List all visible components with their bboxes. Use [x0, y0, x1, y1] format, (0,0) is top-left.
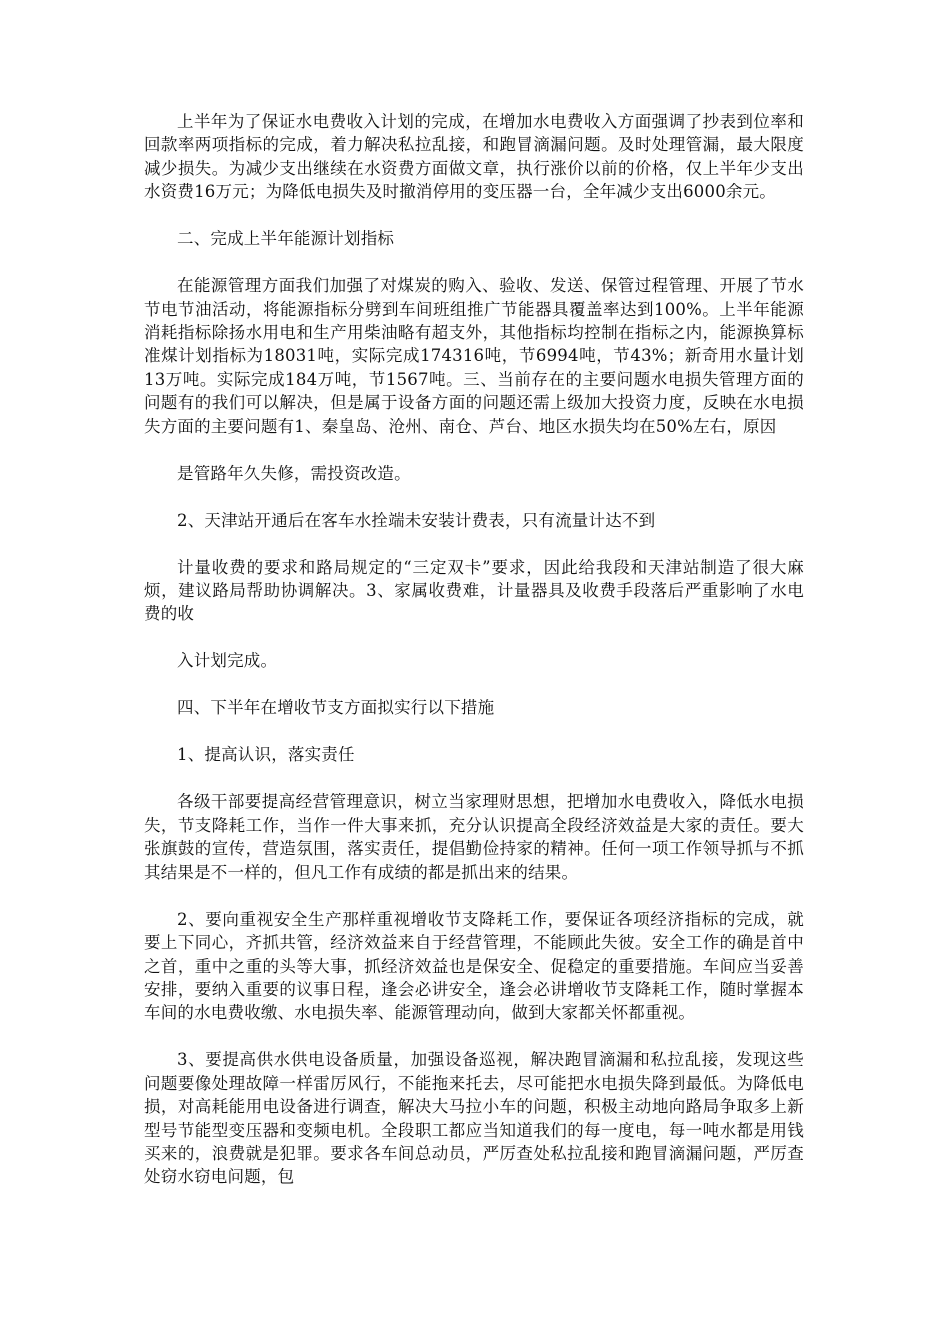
- paragraph-1: 上半年为了保证水电费收入计划的完成，在增加水电费收入方面强调了抄表到位率和回款率两项指标的完成，着力解决私拉乱接，和跑冒滴漏问题。及时处理管漏，最大限度减少损失。为减少支出继续在水资费方面做文章，执行涨价以前的价格，仅上半年少支出水资费16万元；为降低电损失及时撤消停用的变压器一台，全年减少支出6000余元。: [144, 112, 804, 202]
- paragraph-6: 计量收费的要求和路局规定的“三定双卡”要求，因此给我段和天津站制造了很大麻烦，建议路局帮助协调解决。3、家属收费难，计量器具及收费手段落后严重影响了水电费的收: [144, 557, 804, 624]
- section-heading-2: 二、完成上半年能源计划指标: [177, 229, 395, 249]
- document-body: [144, 110, 804, 1212]
- paragraph-7: 入计划完成。: [177, 651, 278, 671]
- paragraph-3: 在能源管理方面我们加强了对煤炭的购入、验收、发送、保管过程管理、开展了节水节电节油活动，将能源指标分劈到车间班组推广节能器具覆盖率达到100%。上半年能源消耗指标除扬水用电和生产用柴油略有超支外，其他指标均控制在指标之内，能源换算标准煤计划指标为18031吨，实际完成174316吨，节6994吨，节43%；新奇用水量计划13万吨。实际完成184万吨，节1567吨。三、当前存在的主要问题水电损失管理方面的问题有的我们可以解决，但是属于设备方面的问题还需上级加大投资力度，反映在水电损失方面的主要问题有1、秦皇岛、沧州、南仓、芦台、地区水损失均在50%左右，原因: [144, 276, 804, 436]
- paragraph-11: 2、要向重视安全生产那样重视增收节支降耗工作，要保证各项经济指标的完成，就要上下同心，齐抓共管，经济效益来自于经营管理，不能顾此失彼。安全工作的确是首中之首，重中之重的头等大事，抓经济效益也是保安全、促稳定的重要措施。车间应当妥善安排，要纳入重要的议事日程，逢会必讲安全，逢会必讲增收节支降耗工作，随时掌握本车间的水电费收缴、水电损失率、能源管理动向，做到大家都关怀都重视。: [144, 909, 804, 1023]
- subheading-1: 1、提高认识，落实责任: [177, 745, 355, 765]
- paragraph-4: 是管路年久失修，需投资改造。: [177, 463, 411, 483]
- section-heading-4: 四、下半年在增收节支方面拟实行以下措施: [177, 698, 495, 718]
- paragraph-12: 3、要提高供水供电设备质量，加强设备巡视，解决跑冒滴漏和私拉乱接，发现这些问题要像处理故障一样雷厉风行，不能拖来托去，尽可能把水电损失降到最低。为降低电损，对高耗能用电设备进行调查，解决大马拉小车的问题，积极主动地向路局争取多上新型号节能型变压器和变频电机。全段职工都应当知道我们的每一度电，每一吨水都是用钱买来的，浪费就是犯罪。要求各车间总动员，严厉查处私拉乱接和跑冒滴漏问题，严厉查处窃水窃电问题，包: [144, 1050, 804, 1187]
- paragraph-5: 2、天津站开通后在客车水拴端未安装计费表，只有流量计达不到: [177, 510, 656, 530]
- paragraph-10: 各级干部要提高经营管理意识，树立当家理财思想，把增加水电费收入，降低水电损失，节支降耗工作，当作一件大事来抓，充分认识提高全段经济效益是大家的责任。要大张旗鼓的宣传，营造氛围，落实责任，提倡勤俭持家的精神。任何一项工作领导抓与不抓其结果是不一样的，但凡工作有成绩的都是抓出来的结果。: [144, 792, 804, 882]
